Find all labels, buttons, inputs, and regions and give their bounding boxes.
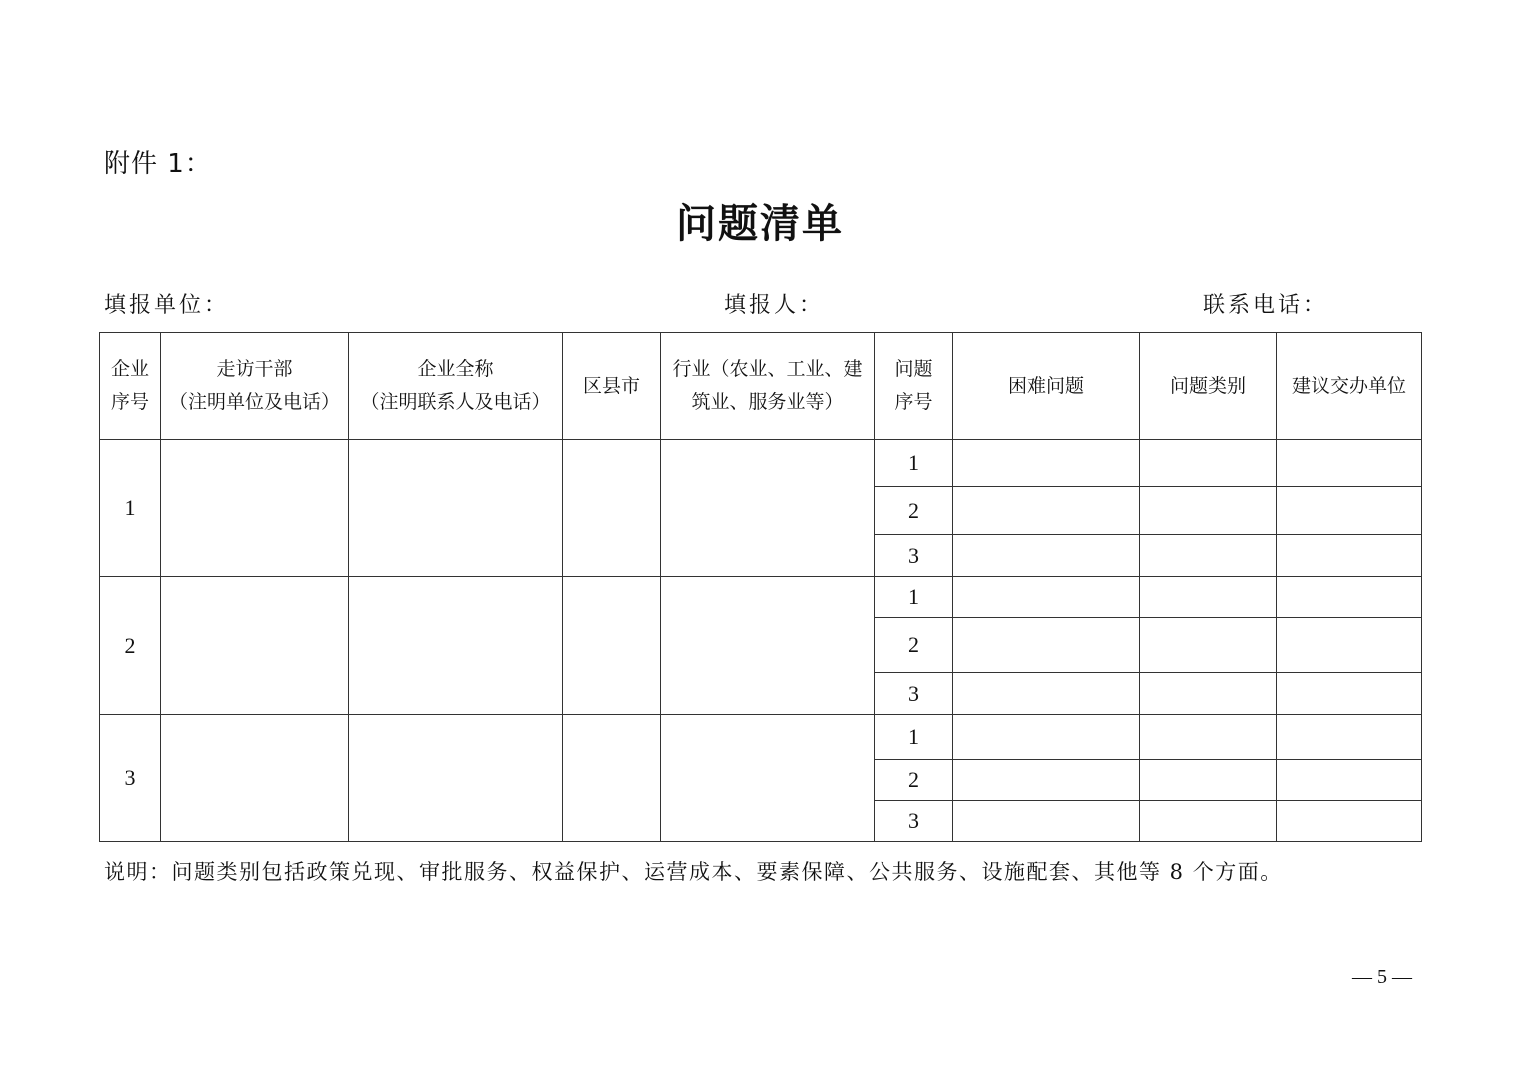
issue-category-cell[interactable] xyxy=(1140,760,1277,801)
difficulty-cell[interactable] xyxy=(953,618,1140,673)
fill-person-label: 填报人： xyxy=(724,293,825,318)
attachment-label: 附件 1： xyxy=(104,149,212,179)
issue-no-cell: 2 xyxy=(875,487,953,535)
header-issue-category: 问题类别 xyxy=(1140,333,1277,440)
issue-category-cell[interactable] xyxy=(1140,535,1277,577)
industry-cell[interactable] xyxy=(661,440,875,577)
table-header-row xyxy=(100,333,1422,440)
issue-no-cell: 3 xyxy=(875,801,953,842)
difficulty-cell[interactable] xyxy=(953,715,1140,760)
difficulty-cell[interactable] xyxy=(953,440,1140,487)
fill-unit-label: 填报单位： xyxy=(104,293,230,318)
visiting-cadre-cell[interactable] xyxy=(161,440,349,577)
suggested-unit-cell[interactable] xyxy=(1277,487,1422,535)
issue-no-cell: 3 xyxy=(875,535,953,577)
issue-no-cell: 2 xyxy=(875,760,953,801)
enterprise-no-cell: 2 xyxy=(100,577,161,715)
difficulty-cell[interactable] xyxy=(953,673,1140,715)
issue-no-cell: 3 xyxy=(875,673,953,715)
district-cell[interactable] xyxy=(563,715,661,842)
enterprise-name-cell[interactable] xyxy=(349,577,563,715)
issue-category-cell[interactable] xyxy=(1140,577,1277,618)
header-enterprise-name: 企业全称 （注明联系人及电话） xyxy=(349,333,563,440)
suggested-unit-cell[interactable] xyxy=(1277,760,1422,801)
difficulty-cell[interactable] xyxy=(953,760,1140,801)
issue-category-cell[interactable] xyxy=(1140,673,1277,715)
district-cell[interactable] xyxy=(563,577,661,715)
page-number: — 5 — xyxy=(1352,966,1412,988)
issue-no-cell: 1 xyxy=(875,440,953,487)
difficulty-cell[interactable] xyxy=(953,577,1140,618)
issue-list-table xyxy=(99,332,1422,842)
difficulty-cell[interactable] xyxy=(953,801,1140,842)
suggested-unit-cell[interactable] xyxy=(1277,440,1422,487)
issue-no-cell: 1 xyxy=(875,577,953,618)
page-title: 问题清单 xyxy=(676,200,844,247)
issue-category-cell[interactable] xyxy=(1140,801,1277,842)
contact-phone-label: 联系电话： xyxy=(1203,293,1329,318)
suggested-unit-cell[interactable] xyxy=(1277,577,1422,618)
enterprise-name-cell[interactable] xyxy=(349,440,563,577)
table-row xyxy=(100,715,1422,760)
difficulty-cell[interactable] xyxy=(953,487,1140,535)
enterprise-no-cell: 3 xyxy=(100,715,161,842)
suggested-unit-cell[interactable] xyxy=(1277,715,1422,760)
issue-no-cell: 2 xyxy=(875,618,953,673)
industry-cell[interactable] xyxy=(661,577,875,715)
table-row xyxy=(100,440,1422,487)
district-cell[interactable] xyxy=(563,440,661,577)
suggested-unit-cell[interactable] xyxy=(1277,673,1422,715)
difficulty-cell[interactable] xyxy=(953,535,1140,577)
enterprise-name-cell[interactable] xyxy=(349,715,563,842)
header-district: 区县市 xyxy=(563,333,661,440)
issue-category-cell[interactable] xyxy=(1140,618,1277,673)
suggested-unit-cell[interactable] xyxy=(1277,535,1422,577)
enterprise-no-cell: 1 xyxy=(100,440,161,577)
header-difficulty: 困难问题 xyxy=(953,333,1140,440)
issue-category-cell[interactable] xyxy=(1140,715,1277,760)
suggested-unit-cell[interactable] xyxy=(1277,801,1422,842)
explanation-note: 说明：问题类别包括政策兑现、审批服务、权益保护、运营成本、要素保障、公共服务、设施配套、其他等 8 个方面。 xyxy=(104,860,1283,884)
suggested-unit-cell[interactable] xyxy=(1277,618,1422,673)
issue-category-cell[interactable] xyxy=(1140,440,1277,487)
header-enterprise-no: 企业 序号 xyxy=(100,333,161,440)
issue-no-cell: 1 xyxy=(875,715,953,760)
visiting-cadre-cell[interactable] xyxy=(161,715,349,842)
header-visiting-cadre: 走访干部 （注明单位及电话） xyxy=(161,333,349,440)
table-row xyxy=(100,577,1422,618)
header-industry: 行业（农业、工业、建 筑业、服务业等） xyxy=(661,333,875,440)
header-suggested-unit: 建议交办单位 xyxy=(1277,333,1422,440)
industry-cell[interactable] xyxy=(661,715,875,842)
issue-category-cell[interactable] xyxy=(1140,487,1277,535)
visiting-cadre-cell[interactable] xyxy=(161,577,349,715)
header-issue-no: 问题 序号 xyxy=(875,333,953,440)
